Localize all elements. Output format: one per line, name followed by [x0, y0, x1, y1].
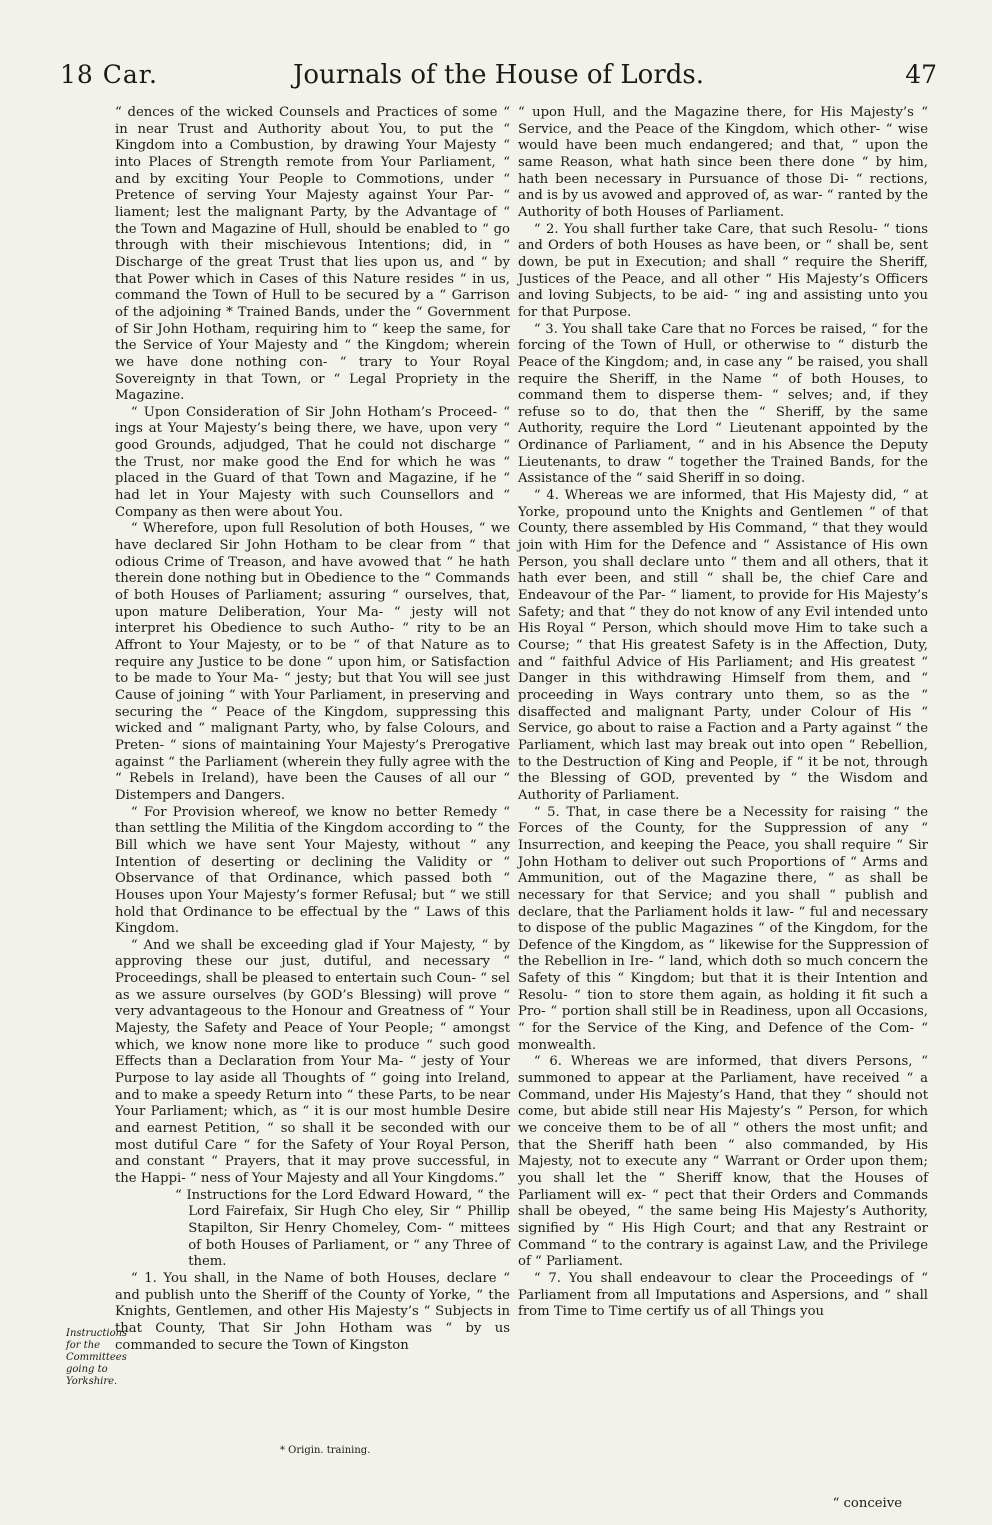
paragraph: “ Wherefore, upon full Resolution of both Houses, “ we have declared Sir John Hotham to be clear from “ that odious Crime of Treason, and have avowed that “ he hath therein done nothing but in Obedience to the “ Commands of both Houses of Parliament; assuring “ ourselves, that, upon mature Deliberation, Your Ma- “ jesty will not interpret his Obedience to such Autho- “ rity to be an Affront to Your Majesty, or to be “ of that Nature as to require any Justice to be done “ upon him, or Satisfaction to be made to Your Ma- “ jesty; but that You will see just Cause of joining “ with Your Parliament, in preserving and securing the “ Peace of the Kingdom, suppressing this wicked and “ malignant Party, who, by false Colours, and Preten- “ sions of maintaining Your Majesty’s Prerogative against “ the Parliament (wherein they fully agree with the “ Rebels in Ireland), have been the Causes of all our “ Distempers and Dangers. [115, 521, 510, 803]
instructions-heading: “ Instructions for the Lord Edward Howard, “ the Lord Fairefaix, Sir Hugh Cho eley, Sir “ Phillip Stapilton, Sir Henry Chomeley, Com- “ mittees of both Houses of Parliament, or “ any Three of them. [175, 1187, 510, 1270]
paragraph: “ 3. You shall take Care that no Forces be raised, “ for the forcing of the Town of Hull, or otherwise to “ disturb the Peace of the Kingdom; and, in case any “ be raised, you shall require the Sheriff, in the Name “ of both Houses, to command them to disperse them- “ selves; and, if they refuse so to do, that then the “ Sheriff, by the same Authority, require the Lord “ Lieutenant appointed by the Ordinance of Parliament, “ and in his Absence the Deputy Lieutenants, to draw “ together the Trained Bands, for the Assistance of the “ said Sheriff in so doing. [518, 321, 928, 487]
paragraph: “ 6. Whereas we are informed, that divers Persons, “ summoned to appear at the Parliament, have received “ a Command, under His Majesty’s Hand, that they “ should not come, but abide still near His Majesty’s “ Person, for which we conceive them to be of all “ others the most unfit; and that the Sheriff hath been “ also commanded, by His Majesty, not to execute any “ Warrant or Order upon them; you shall let the “ Sheriff know, that the Houses of Parliament will ex- “ pect that their Orders and Commands shall be obeyed, “ the same being His Majesty’s Authority, signified by “ His High Court; and that any Restraint or Command “ to the contrary is against Law, and the Privilege of “ Parliament. [518, 1054, 928, 1270]
paragraph: “ 5. That, in case there be a Necessity for raising “ the Forces of the County, for the Suppression of any “ Insurrection, and keeping the Peace, you shall require “ Sir John Hotham to deliver out such Proportions of “ Arms and Ammunition, out of the Magazine there, “ as shall be necessary for that Service; and you shall “ publish and declare, that the Parliament holds it law- “ ful and necessary to dispose of the public Magazines “ of the Kingdom, for the Defence of the Kingdom, as “ likewise for the Suppression of the Rebellion in Ire- “ land, which doth so much concern the Safety of this “ Kingdom; but that it is their Intention and Resolu- “ tion to store them again, as holding it fit such a Pro- “ portion shall still be in Readiness, upon all Occasions, “ for the Service of the King, and Defence of the Com- “ monwealth. [518, 804, 928, 1053]
page-number: 47 [905, 60, 937, 89]
page-header [60, 60, 937, 100]
margin-note: Instructions for the Committees going to Yorkshire. [66, 1328, 128, 1387]
right-column [518, 105, 928, 1321]
paragraph: “ Upon Consideration of Sir John Hotham’s Proceed- “ ings at Your Majesty’s being there, we have, upon very “ good Grounds, adjudged, That he could not discharge “ the Trust, nor make good the End for which he was “ placed in the Guard of that Town and Magazine, if he “ had let in Your Majesty with such Counsellors and “ Company as then were about You. [115, 404, 510, 520]
paragraph: “ upon Hull, and the Magazine there, for His Majesty’s “ Service, and the Peace of the Kingdom, which other- “ wise would have been much endangered; and that, “ upon the same Reason, what hath since been there done “ by him, hath been necessary in Pursuance of those Di- “ rections, and is by us avowed and approved of, as war- “ ranted by the Authority of both Houses of Parliament. [518, 105, 928, 220]
paragraph: “ 4. Whereas we are informed, that His Majesty did, “ at Yorke, propound unto the Knights and Gentlemen “ of that County, there assembled by His Command, “ that they would join with Him for the Defence and “ Assistance of His own Person, you shall declare unto “ them and all others, that it hath ever been, and still “ shall be, the chief Care and Endeavour of the Par- “ liament, to provide for His Majesty’s Safety; and that “ they do not know of any Evil intended unto His Royal “ Person, which should move Him to take such a Course; “ that His greatest Safety is in the Affection, Duty, and “ faithful Advice of His Parliament; and His greatest “ Danger in this withdrawing Himself from them, and “ proceeding in Ways contrary unto them, so as the “ disaffected and malignant Party, under Colour of His “ Service, go about to raise a Faction and a Party against “ the Parliament, which last may break out into open “ Rebellion, to the Destruction of King and People, if “ it be not, through the Blessing of GOD, prevented by “ the Wisdom and Authority of Parliament. [518, 488, 928, 803]
paragraph: “ And we shall be exceeding glad if Your Majesty, “ by approving these our just, dutiful, and necessary “ Proceedings, shall be pleased to entertain such Coun- “ sel as we assure ourselves (by GOD’s Blessing) will prove “ very advantageous to the Honour and Greatness of “ Your Majesty, the Safety and Peace of Your People; “ amongst which, we know none more like to produce “ such good Effects than a Declaration from Your Ma- “ jesty of Your Purpose to lay aside all Thoughts of “ going into Ireland, and to make a speedy Return into “ these Parts, to be near Your Parliament; which, as “ it is our most humble Desire and earnest Petition, “ so shall it be seconded with our most dutiful Care “ for the Safety of Your Royal Person, and constant “ Prayers, that it may prove successful, in the Happi- “ ness of Your Majesty and all Your Kingdoms.” [115, 937, 510, 1186]
paragraph: “ 2. You shall further take Care, that such Resolu- “ tions and Orders of both Houses as have been, or “ shall be, sent down, be put in Execution; and shall “ require the Sheriff, Justices of the Peace, and all other “ His Majesty’s Officers and loving Subjects, to be aid- “ ing and assisting unto you for that Purpose. [518, 221, 928, 320]
running-title: Journals of the House of Lords. [292, 60, 704, 90]
paragraph: “ 7. You shall endeavour to clear the Proceedings of “ Parliament from all Imputations and Aspersions, and “ shall from Time to Time certify us of all Things you [518, 1270, 928, 1320]
left-column [115, 105, 510, 1354]
paragraph: “ For Provision whereof, we know no better Remedy “ than settling the Militia of the Kingdom according to “ the Bill which we have sent Your Majesty, without “ any Intention of deserting or declining the Validity or “ Observance of that Ordinance, which passed both “ Houses upon Your Majesty’s former Refusal; but “ we still hold that Ordinance to be effectual by the “ Laws of this Kingdom. [115, 804, 510, 937]
catchword: “ conceive [832, 1496, 902, 1511]
paragraph: “ dences of the wicked Counsels and Practices of some “ in near Trust and Authority about You, to put the “ Kingdom into a Combustion, by drawing Your Majesty “ into Places of Strength remote from Your Parliament, “ and by exciting Your People to Commotions, under “ Pretence of serving Your Majesty against Your Par- “ liament; lest the malignant Party, by the Advantage of “ the Town and Magazine of Hull, should be enabled to “ go through with their mischievous Intentions; did, in “ Discharge of the great Trust that lies upon us, and “ by that Power which in Cases of this Nature resides “ in us, command the Town of Hull to be secured by a “ Garrison of the adjoining * Trained Bands, under the “ Government of Sir John Hotham, requiring him to “ keep the same, for the Service of Your Majesty and “ the Kingdom; wherein we have done nothing con- “ trary to Your Royal Sovereignty in that Town, or “ Legal Propriety in the Magazine. [115, 105, 510, 404]
footnote: * Origin. training. [280, 1445, 371, 1456]
instruction-paragraph: “ 1. You shall, in the Name of both Houses, declare “ and publish unto the Sheriff of the County of Yorke, “ the Knights, Gentlemen, and other His Majesty’s “ Subjects in that County, That Sir John Hotham was “ by us commanded to secure the Town of Kingston [115, 1270, 510, 1353]
regnal-year: 18 Car. [60, 60, 158, 89]
